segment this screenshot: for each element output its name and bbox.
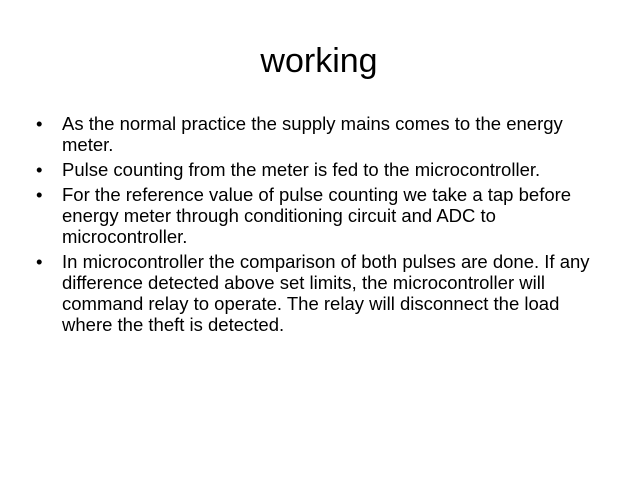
bullet-icon: •: [36, 113, 43, 134]
bullet-list: [36, 113, 596, 339]
bullet-text: In microcontroller the comparison of both pulses are done. If any difference detected above set limits, the microcontroller will command relay to operate. The relay will disconnect the load where the theft is detected.: [62, 251, 590, 335]
bullet-icon: •: [36, 159, 43, 180]
bullet-item: [36, 184, 596, 247]
slide-title: working: [260, 42, 378, 80]
bullet-item: [36, 113, 596, 155]
bullet-text: Pulse counting from the meter is fed to the microcontroller.: [62, 159, 541, 180]
bullet-text: As the normal practice the supply mains comes to the energy meter.: [62, 113, 563, 155]
bullet-icon: •: [36, 251, 43, 272]
bullet-item: [36, 251, 596, 335]
bullet-item: [36, 159, 596, 180]
bullet-text: For the reference value of pulse counting we take a tap before energy meter through conditioning circuit and ADC to microcontroller.: [62, 184, 572, 247]
bullet-icon: •: [36, 184, 43, 205]
